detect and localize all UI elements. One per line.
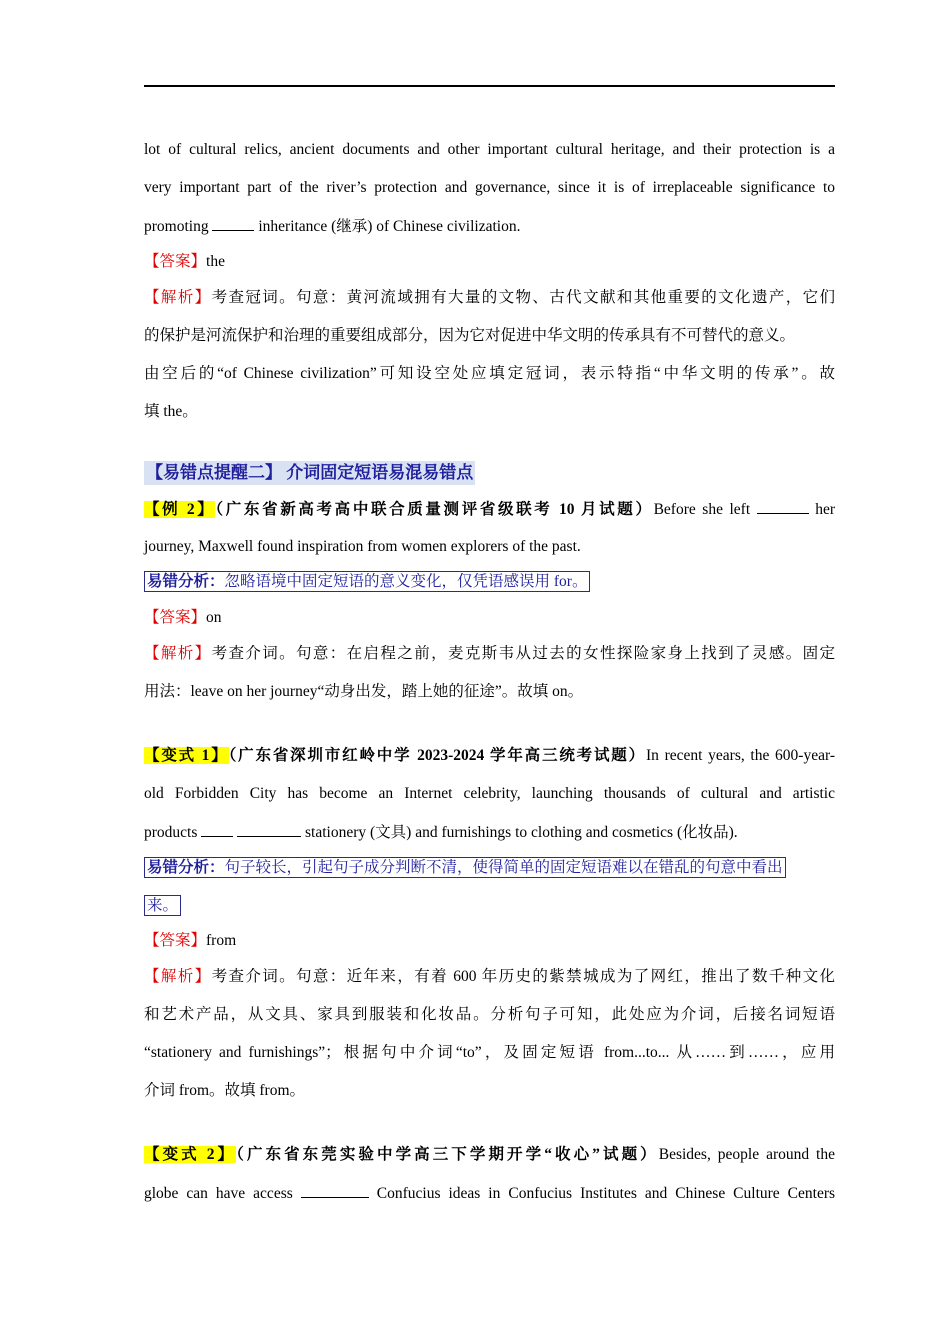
ex2-line-2: journey, Maxwell found inspiration from women explorers of the past. bbox=[144, 538, 581, 555]
ex2-analysis-2: 用法：leave on her journey“动身出发，踏上她的征途”。故填 on。 bbox=[144, 683, 584, 700]
ex2-analysis-1: 【解析】考查介词。句意：在启程之前，麦克斯韦从过去的女性探险家身上找到了灵感。固定 bbox=[144, 645, 835, 662]
section-heading: 【易错点提醒二】 介词固定短语易混易错点 bbox=[144, 461, 475, 485]
var1-line-2: old Forbidden City has become an Internet celebrity, launching thousands of cultural and artistic bbox=[144, 785, 835, 802]
q1-answer: 【答案】the bbox=[144, 253, 225, 270]
var1-error-box: 易错分析：句子较长，引起句子成分判断不清，使得简单的固定短语难以在错乱的句意中看出 bbox=[144, 857, 835, 878]
var1-analysis-2: 和艺术产品，从文具、家具到服装和化妆品。分析句子可知，此处应为介词，后接名词短语 bbox=[144, 1006, 835, 1023]
var1-analysis-1: 【解析】考查介词。句意：近年来，有着 600 年历史的紫禁城成为了网红，推出了数千种文化 bbox=[144, 968, 835, 985]
var1-error-box-cont: 来。 bbox=[144, 895, 835, 916]
q1-analysis-2: 的保护是河流保护和治理的重要组成部分，因为它对促进中华文明的传承具有不可替代的意义。 bbox=[144, 327, 796, 344]
answer-blank bbox=[301, 1183, 369, 1198]
var1-source: （广东省深圳市红岭中学 2023-2024 学年高三统考试题） bbox=[228, 747, 646, 764]
var1-analysis-3: “stationery and furnishings”；根据句中介词“to”，及固定短语 from...to... 从……到……，应用 bbox=[144, 1044, 835, 1061]
var1-tag: 【变式 1】 bbox=[144, 747, 229, 764]
var1-line-3: products stationery (文具) and furnishings to clothing and cosmetics (化妆品). bbox=[144, 824, 738, 841]
var1-analysis-4: 介词 from。故填 from。 bbox=[144, 1082, 306, 1099]
passage-line-2: very important part of the river’s protection and governance, since it is of irreplaceable significance to bbox=[144, 179, 835, 196]
header-rule bbox=[144, 85, 835, 87]
answer-blank bbox=[757, 499, 809, 514]
answer-blank bbox=[212, 216, 254, 231]
q1-analysis-1: 【解析】考查冠词。句意：黄河流域拥有大量的文物、古代文献和其他重要的文化遗产，它们 bbox=[144, 289, 835, 306]
ex2-tag: 【例 2】 bbox=[144, 501, 216, 518]
ex2-line-1: 【例 2】（广东省新高考高中联合质量测评省级联考 10 月试题）Before she left her bbox=[144, 501, 835, 518]
var1-answer: 【答案】from bbox=[144, 932, 237, 949]
passage-line-3: promoting inheritance (继承) of Chinese civilization. bbox=[144, 218, 521, 235]
var2-tag: 【变式 2】 bbox=[144, 1146, 237, 1163]
var2-line-1: 【变式 2】（广东省东莞实验中学高三下学期开学“收心”试题）Besides, people around the bbox=[144, 1146, 835, 1163]
var1-line-1: 【变式 1】（广东省深圳市红岭中学 2023-2024 学年高三统考试题）In recent years, the 600-year- bbox=[144, 747, 835, 764]
answer-blank bbox=[201, 822, 233, 837]
ex2-error-box: 易错分析：忽略语境中固定短语的意义变化，仅凭语感误用 for。 bbox=[144, 571, 835, 592]
ex2-source: （广东省新高考高中联合质量测评省级联考 10 月试题） bbox=[215, 501, 654, 518]
ex2-answer: 【答案】on bbox=[144, 609, 222, 626]
q1-analysis-3: 由空后的“of Chinese civilization”可知设空处应填定冠词，表示特指“中华文明的传承”。故 bbox=[144, 365, 835, 382]
answer-blank bbox=[237, 822, 301, 837]
var2-source: （广东省东莞实验中学高三下学期开学“收心”试题） bbox=[236, 1146, 659, 1163]
var2-line-2: globe can have access Confucius ideas in Confucius Institutes and Chinese Culture Centers bbox=[144, 1185, 836, 1202]
q1-analysis-4: 填 the。 bbox=[144, 403, 198, 420]
passage-line-1: lot of cultural relics, ancient documents and other important cultural heritage, and their protection is a bbox=[144, 141, 835, 158]
